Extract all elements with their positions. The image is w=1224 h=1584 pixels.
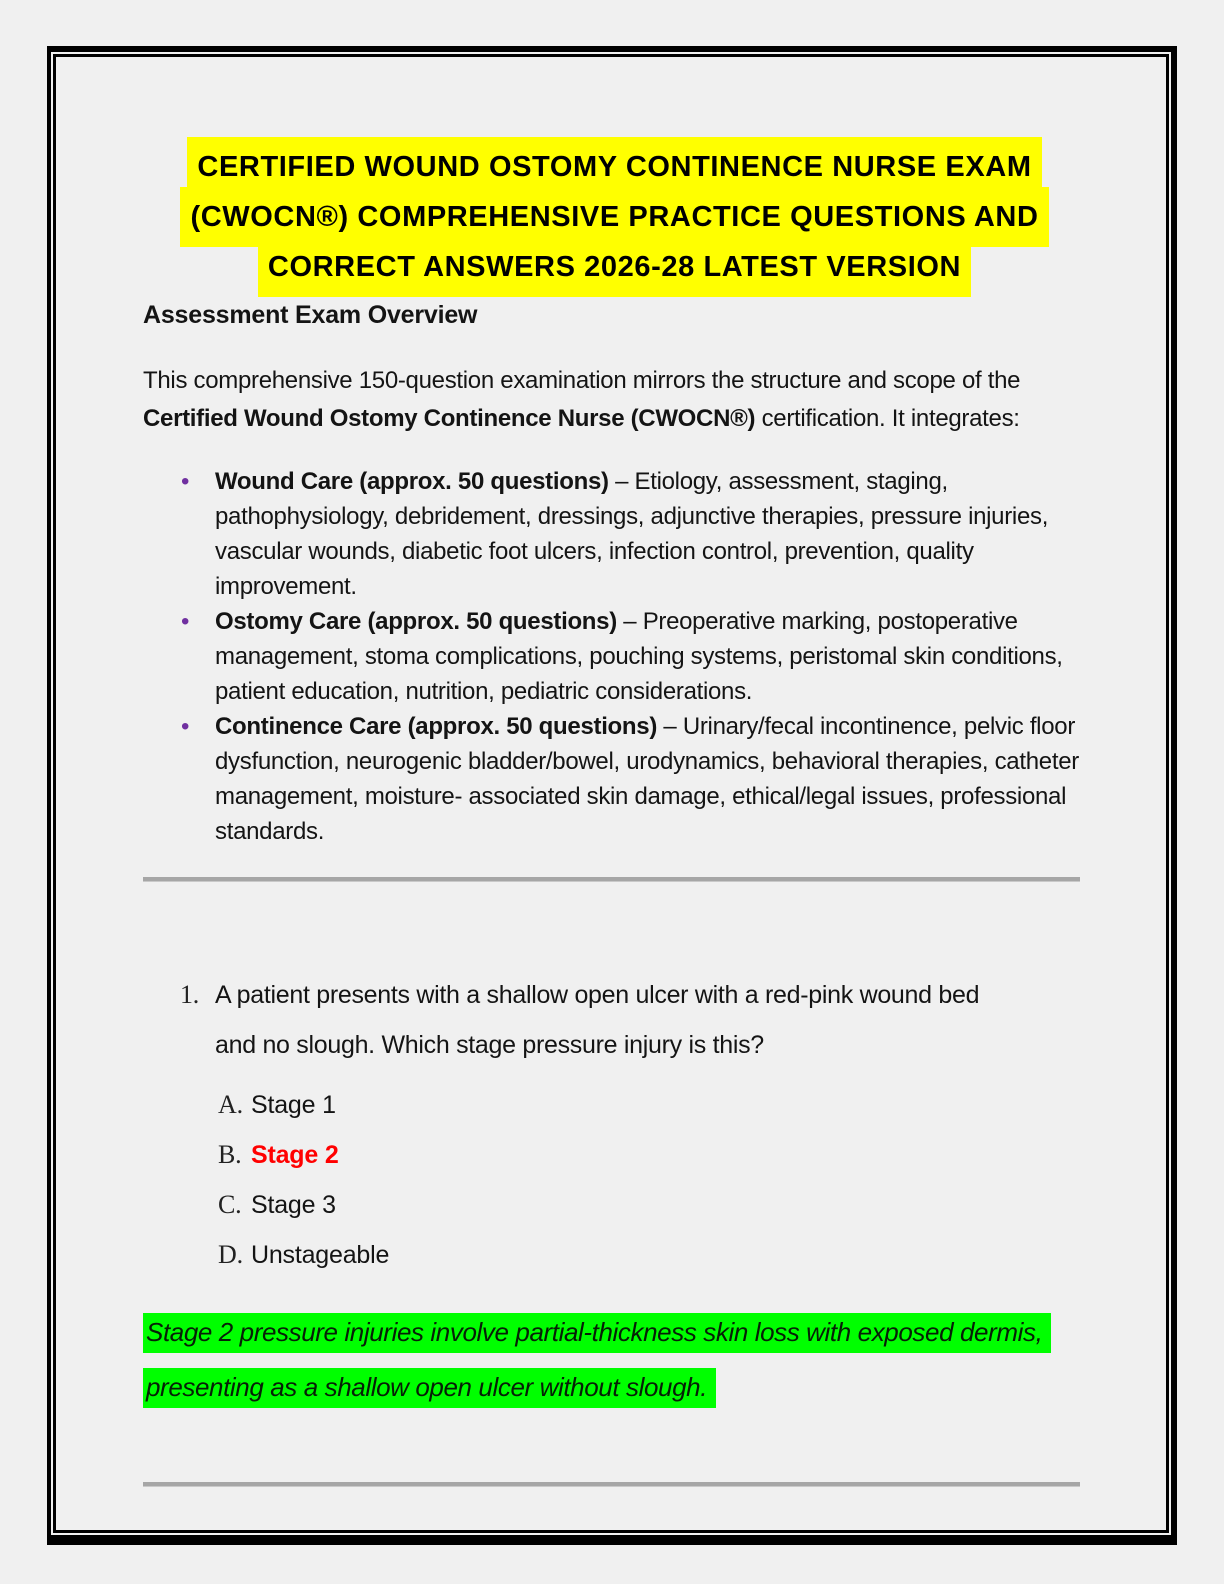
question-number: 1. xyxy=(180,980,199,1009)
option-text: Stage 2 xyxy=(251,1141,339,1169)
overview-heading: Assessment Exam Overview xyxy=(143,301,478,329)
question-text-line: and no slough. Which stage pressure injury is this? xyxy=(215,1031,764,1059)
bullet-title: Ostomy Care (approx. 50 questions) xyxy=(215,608,617,635)
option-b-correct xyxy=(143,1130,1086,1180)
option-text: Stage 1 xyxy=(251,1091,336,1119)
option-c xyxy=(143,1180,1086,1230)
bullet-detail: – Preoperative marking, postoperative management, stoma complications, pouching systems, peristomal skin conditions, patient education, nutrition, pediatric considerations. xyxy=(215,608,1063,705)
option-letter: A. xyxy=(218,1090,243,1119)
question-1 xyxy=(143,970,1086,1280)
title-line xyxy=(143,137,1086,187)
answer-options xyxy=(143,1080,1086,1280)
bullet-title: Wound Care (approx. 50 questions) xyxy=(215,468,609,495)
intro-paragraph xyxy=(143,362,1086,438)
document-title xyxy=(143,137,1086,287)
intro-text: This comprehensive 150-question examination mirrors the structure and scope of the xyxy=(143,367,1021,394)
bullet-title: Continence Care (approx. 50 questions) xyxy=(215,713,658,740)
explanation-line xyxy=(143,1368,1086,1404)
explanation-line xyxy=(143,1313,1086,1349)
intro-rest-text: certification. It integrates: xyxy=(755,405,1020,432)
question-row xyxy=(143,970,1086,1070)
section-divider xyxy=(143,1482,1080,1487)
intro-bold-text: Certified Wound Ostomy Continence Nurse (CWOCN®) xyxy=(143,405,756,432)
option-text: Stage 3 xyxy=(251,1191,336,1219)
option-text: Unstageable xyxy=(251,1241,390,1269)
list-item-continence-care xyxy=(143,709,1086,849)
bullet-icon: • xyxy=(181,713,190,740)
option-a xyxy=(143,1080,1086,1130)
bullet-detail: – Urinary/fecal incontinence, pelvic floor dysfunction, neurogenic bladder/bowel, urodynamics, behavioral therapies, catheter management, moisture- associated skin damage, ethical/legal issues, professional standards. xyxy=(215,713,1079,845)
title-line-3: CORRECT ANSWERS 2026-28 LATEST VERSION xyxy=(258,237,971,297)
answer-explanation xyxy=(143,1313,1086,1404)
list-item-ostomy-care xyxy=(143,604,1086,709)
explanation-highlight: presenting as a shallow open ulcer without slough. xyxy=(143,1368,716,1408)
option-letter: D. xyxy=(218,1240,243,1269)
bullet-icon: • xyxy=(181,608,190,635)
bullet-detail: – Etiology, assessment, staging, pathophysiology, debridement, dressings, adjunctive therapies, pressure injuries, vascular wounds, diabetic foot ulcers, infection control, prevention, quality improvement. xyxy=(215,468,1049,600)
option-letter: C. xyxy=(218,1190,242,1219)
page-border-inner xyxy=(53,54,1169,1533)
page-content xyxy=(56,57,1166,1530)
question-text xyxy=(215,970,1086,1070)
title-line-1: CERTIFIED WOUND OSTOMY CONTINENCE NURSE EXAM xyxy=(187,137,1041,197)
title-line-2: (CWOCN®) COMPREHENSIVE PRACTICE QUESTIONS AND xyxy=(180,187,1048,247)
section-divider xyxy=(143,877,1080,882)
question-text-line: A patient presents with a shallow open ulcer with a red-pink wound bed xyxy=(215,981,980,1009)
explanation-highlight: Stage 2 pressure injuries involve partial-thickness skin loss with exposed dermis, xyxy=(143,1313,1051,1353)
page-border-outer xyxy=(47,46,1177,1545)
option-letter: B. xyxy=(218,1140,242,1169)
topic-list xyxy=(143,464,1086,849)
title-line xyxy=(143,237,1086,287)
bullet-icon: • xyxy=(181,468,190,495)
title-line xyxy=(143,187,1086,237)
list-item-wound-care xyxy=(143,464,1086,604)
option-d xyxy=(143,1230,1086,1280)
